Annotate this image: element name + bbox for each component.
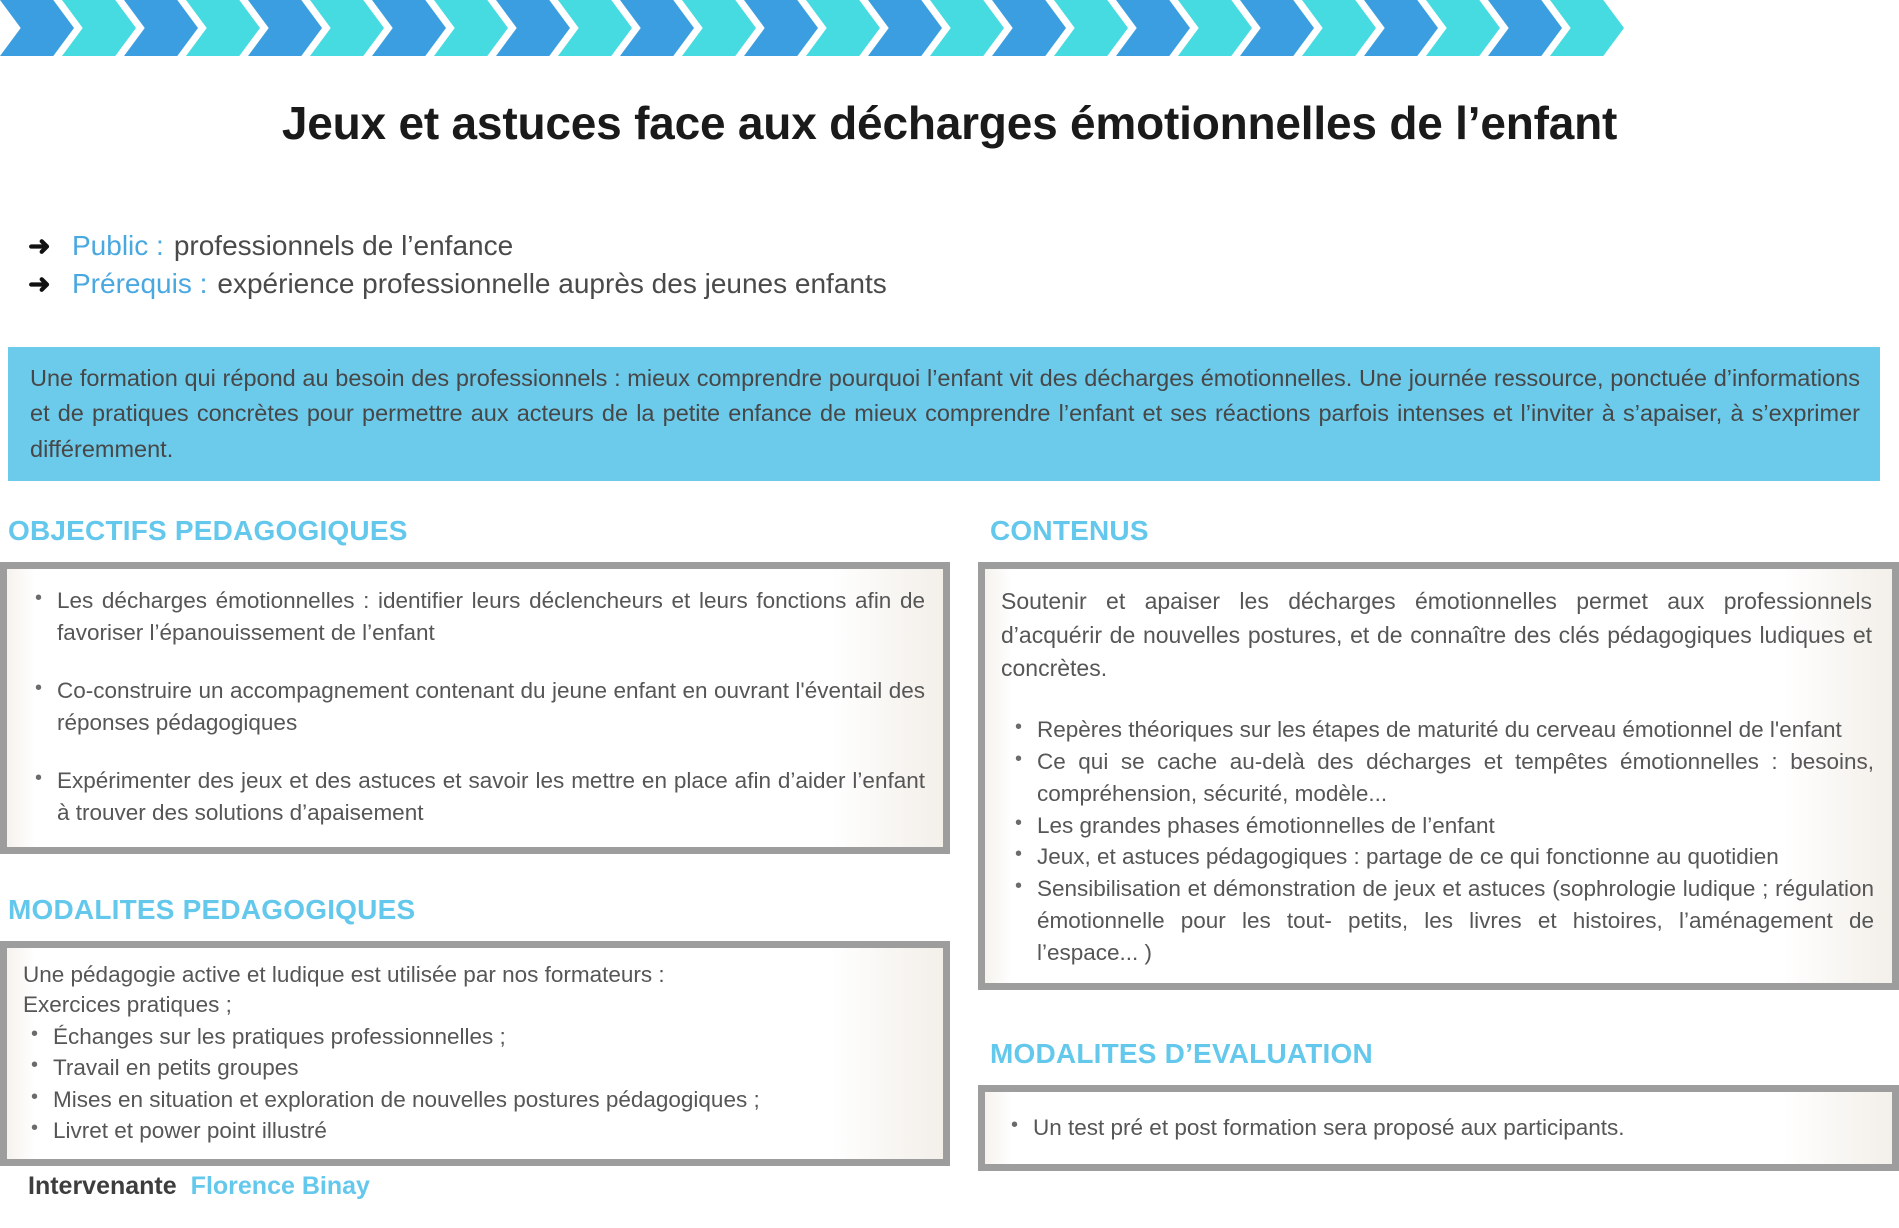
heading-modalites-pedagogiques: MODALITES PEDAGOGIQUES xyxy=(8,893,416,925)
arrow-right-icon: ➜ xyxy=(28,231,51,261)
modalites-pedagogiques-list xyxy=(17,1021,925,1147)
right-column xyxy=(978,515,1899,1171)
list-item: • Jeux, et astuces pédagogiques : partage de ce qui fonctionne au quotidien xyxy=(1001,841,1874,873)
modalites-pedagogiques-section xyxy=(0,894,950,1166)
evaluation-list xyxy=(997,1112,1874,1144)
list-item: • Co-construire un accompagnement contenant du jeune enfant en ouvrant l'éventail des réponses pédagogiques xyxy=(21,675,925,739)
meta-label-prerequis: Prérequis : xyxy=(72,268,208,300)
list-item: • Mises en situation et exploration de nouvelles postures pédagogiques ; xyxy=(17,1084,925,1116)
objectifs-box xyxy=(0,562,950,854)
list-item: • Échanges sur les pratiques professionnelles ; xyxy=(17,1021,925,1053)
meta-value-prerequis: expérience professionnelle auprès des jeunes enfants xyxy=(217,268,887,300)
meta-value-public: professionnels de l’enfance xyxy=(173,230,514,261)
intervenante-label: Intervenante xyxy=(28,1172,177,1200)
modalites-intro-line: Exercices pratiques ; xyxy=(23,992,232,1018)
heading-modalites-evaluation: MODALITES D’EVALUATION xyxy=(990,1038,1373,1070)
contenus-intro-text: Soutenir et apaiser les décharges émotionnelles permet aux professionnels d’acquérir de nouvelles postures, et de connaître des clés pédagogiques ludiques et concrètes. xyxy=(1001,588,1872,682)
list-item: • Ce qui se cache au-delà des décharges et tempêtes émotionnelles : besoins, compréhension, sécurité, modèle... xyxy=(1001,746,1874,810)
meta-row-prerequis xyxy=(28,266,1428,302)
modalites-evaluation-box xyxy=(978,1085,1899,1171)
chevron-arrow-icon xyxy=(0,0,74,56)
meta-label-public: Public : xyxy=(72,230,164,261)
chevron-header-band xyxy=(0,0,1899,56)
contenus-box xyxy=(978,562,1899,990)
objectifs-list xyxy=(21,585,925,829)
list-item: • Repères théoriques sur les étapes de maturité du cerveau émotionnel de l'enfant xyxy=(1001,714,1874,746)
list-item: • Un test pré et post formation sera proposé aux participants. xyxy=(997,1112,1874,1144)
heading-contenus: CONTENUS xyxy=(990,515,1149,546)
list-item: • Les grandes phases émotionnelles de l’enfant xyxy=(1001,810,1874,842)
meta-row-public xyxy=(28,228,1428,264)
list-item: • Livret et power point illustré xyxy=(17,1115,925,1147)
intervenante-block xyxy=(28,1172,370,1201)
page-title: Jeux et astuces face aux décharges émotionnelles de l’enfant xyxy=(281,97,1618,149)
intervenante-name: Florence Binay xyxy=(190,1172,370,1200)
list-item: • Expérimenter des jeux et des astuces et savoir les mettre en place afin d’aider l’enfant à trouver des solutions d’apaisement xyxy=(21,765,925,829)
list-item: • Travail en petits groupes xyxy=(17,1052,925,1084)
contenus-list xyxy=(1001,714,1874,970)
heading-objectifs-pedagogiques: OBJECTIFS PEDAGOGIQUES xyxy=(8,515,408,546)
arrow-right-icon: ➜ xyxy=(28,269,51,300)
modalites-intro-line: Une pédagogie active et ludique est utilisée par nos formateurs : xyxy=(23,961,665,987)
list-item: • Sensibilisation et démonstration de jeux et astuces (sophrologie ludique ; régulation émotionnelle pour les tout- petits, les livres et histoires, l’aménagement de l’espace... ) xyxy=(1001,873,1874,969)
list-item: • Les décharges émotionnelles : identifier leurs déclencheurs et leurs fonctions afin de favoriser l’épanouissement de l’enfant xyxy=(21,585,925,649)
modalites-pedagogiques-box xyxy=(0,941,950,1166)
modalites-evaluation-section xyxy=(978,1038,1899,1171)
audience-meta-block xyxy=(28,228,1428,305)
intro-summary-box: Une formation qui répond au besoin des professionnels : mieux comprendre pourquoi l’enfant vit des décharges émotionnelles. Une journée ressource, ponctuée d’informations et de pratiques concrètes pour permettre aux acteurs de la petite enfance de mieux comprendre l’enfant et ses réactions parfois intenses et l’inviter à s’apaiser, à s’exprimer différemment. xyxy=(8,347,1880,481)
left-column xyxy=(0,515,950,1166)
